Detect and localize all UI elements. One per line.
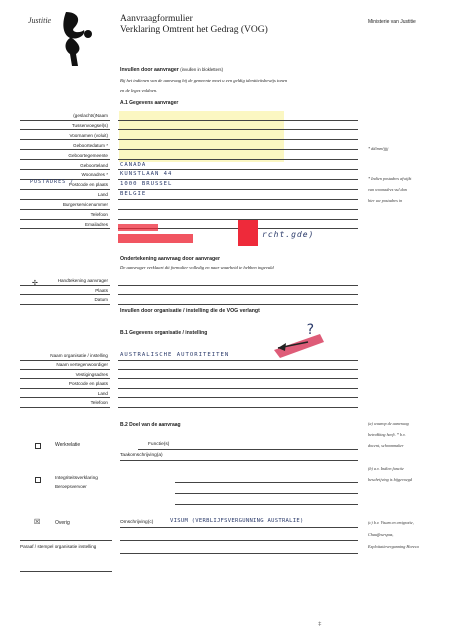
org-rows-label: Naam vertegenwoordiger (56, 362, 108, 368)
applicant-instruction-2: en de leges voldoen. (120, 88, 158, 93)
sig-rows-field[interactable] (118, 304, 358, 305)
app-rows-field[interactable] (118, 189, 358, 190)
app-rows-label-rule (20, 159, 110, 160)
note-c2: Chauffeurspas, (368, 532, 394, 537)
stamp-label: Paraaf / stempel organisatie instelling (20, 544, 97, 549)
overig-line-3 (120, 553, 358, 554)
org-rows-field[interactable] (118, 369, 358, 370)
option-overig-label: Overig (55, 520, 70, 526)
note-c3: Exploitatievergunning Horeca (368, 544, 419, 549)
applicant-heading-text: Invullen door aanvrager (120, 67, 179, 73)
org-stamp-mark (270, 320, 326, 360)
overig-line-1 (120, 527, 358, 528)
stamp-box (20, 540, 112, 572)
title-line-1: Aanvraagformulier (120, 14, 193, 24)
app-rows-label-rule (20, 219, 110, 220)
note-a3: docent, schoonmaker (368, 443, 404, 448)
emblem-icon (60, 10, 96, 70)
note-b1: (b) a.v. Indien functie (368, 466, 404, 471)
app-rows-field[interactable] (118, 179, 358, 180)
checkbox-overig[interactable]: ☒ (34, 519, 41, 526)
task-line (120, 460, 358, 461)
app-rows-label-rule (20, 228, 110, 229)
note-c1: (c) b.v. Visum en emigratie, (368, 520, 414, 525)
brand-name: Justitie (28, 16, 52, 25)
app-rows-label: Geboortedatum * (73, 142, 108, 148)
org-rows-field[interactable] (118, 378, 358, 379)
justitie-logo (28, 10, 90, 70)
org-rows-label: Postcode en plaats (68, 381, 108, 387)
app-rows-value: 1000 BRUSSEL (120, 181, 173, 188)
org-rows-label-rule (20, 369, 110, 370)
arrow-icon (270, 320, 326, 360)
org-rows-label-rule (20, 397, 110, 398)
app-rows-label: Burgerservicenummer (62, 202, 108, 208)
page-mark: ǂ (318, 622, 322, 628)
app-rows-label: Postcode en plaats (68, 182, 108, 188)
app-rows-field[interactable] (118, 149, 358, 150)
app-rows-label-rule (20, 129, 110, 130)
app-rows-label-rule (20, 139, 110, 140)
app-rows-value: KUNSTLAAN 44 (120, 171, 173, 178)
option-integriteit-label: Integriteitsverklaring (55, 476, 98, 481)
app-rows-label-rule (20, 189, 110, 190)
signature-text: De aanvrager verklaart dit formulier volledig en naar waarheid te hebben ingevuld (120, 265, 274, 270)
app-rows-label: Telefoon (90, 212, 108, 217)
app-rows-value: BELGIE (120, 191, 147, 198)
sig-rows-field[interactable] (118, 285, 358, 286)
app-rows-value: CANADA (120, 161, 147, 168)
option-integriteit-sub: Beroepsvervoer (55, 484, 87, 489)
sig-rows-label-rule (20, 304, 110, 305)
app-rows-label-rule (20, 169, 110, 170)
signature-cross: ✢ (32, 280, 38, 287)
app-rows-label-rule (20, 149, 110, 150)
overig-line-2 (120, 540, 358, 541)
app-rows-label: Emailadres (85, 221, 108, 227)
note-a2: betrekking heeft. * b.v. (368, 432, 406, 437)
form-title (120, 14, 268, 36)
org-rows-field[interactable] (118, 360, 358, 361)
org-rows-label-rule (20, 378, 110, 379)
ministry-name: Ministerie van Justitie (368, 19, 416, 25)
app-rows-label-rule (20, 199, 110, 200)
app-rows-label: Woonadres * (81, 172, 108, 178)
app-rows-label: Geboortegemeente (68, 152, 108, 158)
applicant-subheading: A.1 Gegevens aanvrager (120, 100, 179, 106)
app-rows-label: Land (97, 192, 108, 198)
checkbox-werkrelatie[interactable] (35, 443, 41, 449)
email-fragment: rcht.gde) (262, 230, 315, 239)
redaction-email (118, 234, 193, 243)
org-subheading: B.1 Gegevens organisatie / instelling (120, 330, 208, 336)
note-postal-2: van woonadres vul dan (368, 187, 407, 192)
overig-label: Omschrijving(c) (120, 520, 154, 525)
function-label: Functie(s) (148, 442, 170, 447)
app-rows-field[interactable] (118, 209, 358, 210)
applicant-heading (120, 67, 223, 73)
org-rows-label: Naam organisatie / instelling (50, 353, 108, 358)
app-rows-label-rule (20, 120, 110, 121)
app-rows-field[interactable] (118, 159, 358, 160)
sig-rows-label: Handtekening aanvrager (57, 278, 108, 283)
note-a1: (a) waarop de aanvraag (368, 421, 409, 426)
app-rows-field[interactable] (118, 169, 358, 170)
overig-value: VISUM (VERBLIJFSVERGUNNING AUSTRALIE) (170, 518, 304, 524)
integriteit-line-2 (175, 493, 358, 494)
app-rows-field[interactable] (118, 139, 358, 140)
org-rows-value: AUSTRALISCHE AUTORITEITEN (120, 352, 230, 358)
stamp-question-mark: ? (306, 322, 316, 338)
app-rows-label: Tussenvoegsel(s) (71, 122, 108, 128)
app-rows-label-rule (20, 209, 110, 210)
postadres-handwritten: POSTADRES / (30, 179, 75, 185)
org-rows-label: Land (97, 390, 108, 396)
org-rows-label: Vestigingsadres (75, 371, 108, 377)
org-rows-label-rule (20, 360, 110, 361)
app-rows-field[interactable] (118, 199, 358, 200)
app-rows-field[interactable] (118, 129, 358, 130)
sig-rows-label: Datum (94, 297, 108, 302)
function-line (138, 449, 358, 450)
org-rows-field[interactable] (118, 407, 358, 408)
integriteit-line-3 (175, 504, 358, 505)
org-rows-label-rule (20, 407, 110, 408)
app-rows-label: Voornamen (voluit) (69, 132, 108, 138)
title-line-2: Verklaring Omtrent het Gedrag (VOG) (120, 25, 268, 35)
app-rows-field[interactable] (118, 120, 358, 121)
applicant-heading-note: (invullen in blokletters) (180, 67, 224, 72)
task-label: Taakomschrijving(a) (120, 453, 163, 458)
org-heading: Invullen door organisatie / instelling die de VOG verlangt (120, 308, 260, 314)
note-postal-1: * Indien postadres afwijkt (368, 176, 412, 181)
checkbox-integriteit[interactable] (35, 477, 41, 483)
redaction-phone (118, 224, 158, 231)
option-werkrelatie-label: Werkrelatie (55, 442, 81, 448)
org-rows-label-rule (20, 388, 110, 389)
signature-heading: Ondertekening aanvraag door aanvrager (120, 256, 221, 262)
sig-rows-label: Plaats (95, 287, 108, 293)
org-rows-label: Telefoon (90, 400, 108, 405)
note-postal-3: hier uw postadres in (368, 198, 403, 203)
redaction-stamp (238, 220, 258, 246)
sig-rows-field[interactable] (118, 294, 358, 295)
sig-rows-label-rule (20, 294, 110, 295)
applicant-instruction-1: Bij het indienen van de aanvraag bij de gemeente moet u een geldig identiteitsbewijs tonen (120, 78, 288, 83)
integriteit-line-1 (175, 482, 358, 483)
app-rows-label: Geboorteland (80, 162, 108, 168)
app-rows-label: (geslachts)Naam (73, 113, 108, 118)
note-b2: beschrijving is bijgevoegd (368, 477, 412, 482)
org-rows-field[interactable] (118, 397, 358, 398)
purpose-subheading: B.2 Doel van de aanvraag (120, 422, 181, 428)
note-date-format: * dd/mm/jjjj (368, 146, 389, 151)
org-rows-field[interactable] (118, 388, 358, 389)
